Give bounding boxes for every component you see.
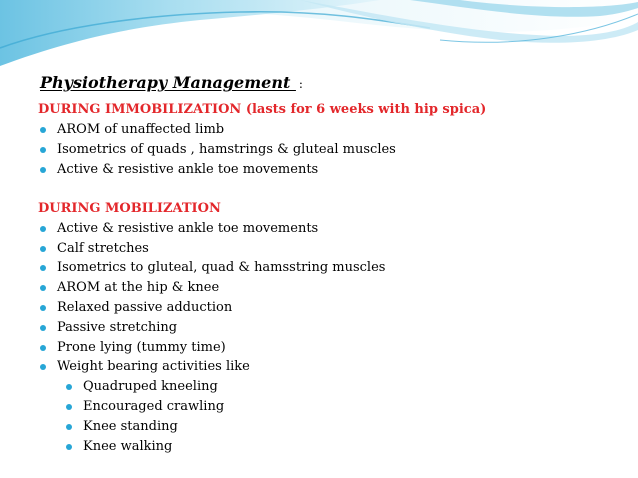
list-item-text: Active & resistive ankle toe movements [57, 220, 319, 236]
bullet-icon [40, 226, 46, 232]
bullet-icon [40, 147, 46, 153]
list-item [38, 258, 633, 278]
list-item [38, 278, 633, 298]
immobilization-heading: DURING IMMOBILIZATION (lasts for 6 weeks with hip spica) [38, 102, 487, 117]
sub-list-item-text: Knee standing [83, 418, 178, 434]
bullet-icon [40, 345, 46, 351]
bullet-icon [66, 444, 72, 450]
list-item [38, 298, 633, 318]
list-item-text: AROM of unaffected limb [57, 122, 225, 137]
list-item-text: Prone lying (tummy time) [57, 339, 226, 355]
sub-list-item-text: Knee walking [83, 438, 173, 454]
bullet-icon [40, 325, 46, 331]
mobilization-heading: DURING MOBILIZATION [38, 200, 221, 216]
sub-list-item [38, 377, 633, 397]
list-item [38, 160, 633, 180]
list-item [38, 140, 633, 160]
list-item [38, 120, 633, 140]
bullet-icon [40, 305, 46, 311]
bullet-icon [40, 285, 46, 291]
list-item [38, 357, 633, 377]
bullet-icon [40, 127, 46, 133]
list-item [38, 338, 633, 358]
sub-list-item-text: Encouraged crawling [83, 399, 225, 415]
sub-list-item [38, 397, 633, 417]
list-item-text: AROM at the hip & knee [57, 280, 220, 296]
list-item-text: Weight bearing activities like [57, 359, 250, 375]
bullet-icon [40, 364, 46, 370]
slide-title: Physiotherapy Management [40, 73, 296, 92]
list-item-text: Isometrics to gluteal, quad & hamsstring muscles [57, 260, 386, 276]
title-line [40, 73, 303, 92]
content-body [38, 100, 633, 456]
bullet-icon [66, 384, 72, 390]
list-item-text: Passive stretching [57, 319, 178, 335]
list-item-text: Calf stretches [57, 240, 149, 256]
list-item [38, 219, 633, 239]
list-item-text: Isometrics of quads , hamstrings & gluteal muscles [57, 141, 396, 157]
bullet-icon [40, 265, 46, 271]
sub-list-item [38, 437, 633, 457]
title-colon: : [298, 77, 303, 91]
bullet-icon [40, 246, 46, 252]
list-item [38, 239, 633, 259]
bullet-icon [66, 424, 72, 430]
section-gap [38, 179, 633, 199]
sub-list-item-text: Quadruped kneeling [83, 379, 218, 395]
header-wave-decoration [0, 0, 638, 80]
list-item-text: Relaxed passive adduction [57, 300, 233, 316]
sub-list-item [38, 417, 633, 437]
list-item [38, 318, 633, 338]
list-item-text: Active & resistive ankle toe movements [57, 161, 319, 177]
bullet-icon [40, 167, 46, 173]
bullet-icon [66, 404, 72, 410]
